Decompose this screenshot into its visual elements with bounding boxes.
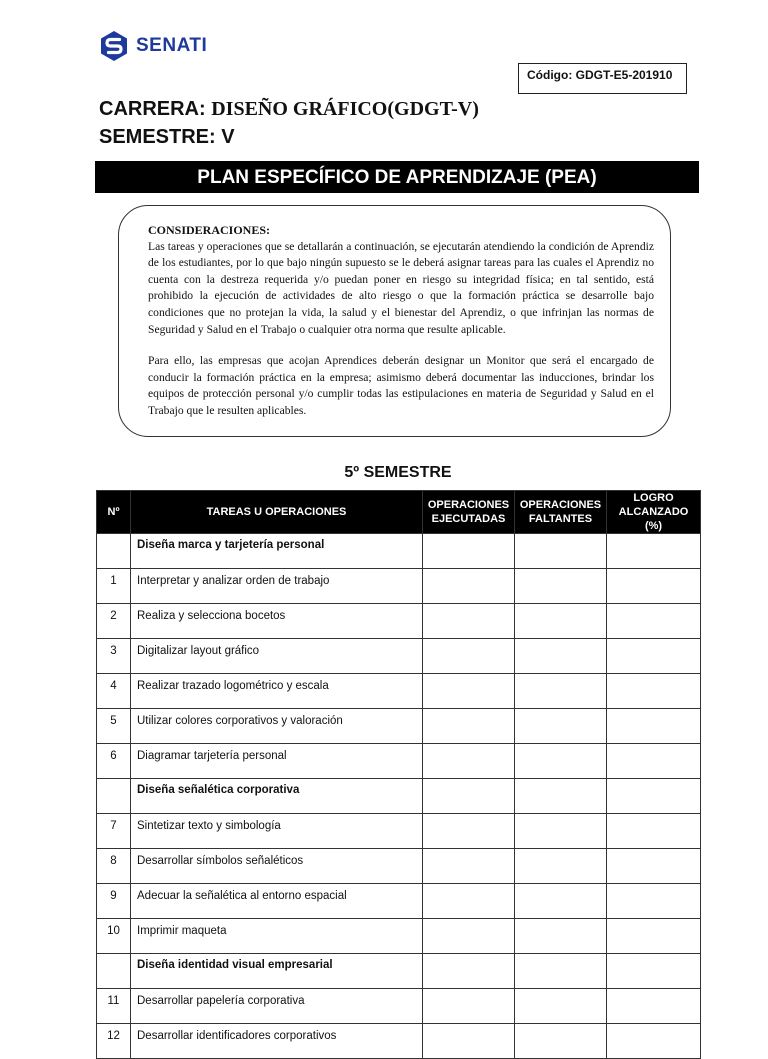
row-missing-cell (515, 954, 607, 989)
considerations-paragraph-1: Las tareas y operaciones que se detallarán a continuación, se ejecutarán atendiendo la condición de Aprendiz de los estudiantes, por lo que bajo ningún supuesto se le deberá asignar tareas para las cuales el Aprendiz no cuenta con la destreza requerida y/o puedan poner en riesgo su integridad física; en tal sentido, está prohibido la ejecución de actividades de alto riesgo o que la formación práctica se desarrolle bajo condiciones que no protejan la vida, la salud y el bienestar del Aprendiz, o que infrinjan las normas de Seguridad y Salud en el Trabajo o cualquier otra norma que resulte aplicable. (148, 239, 654, 336)
table-header-row (97, 491, 701, 534)
row-number: 1 (97, 569, 131, 604)
row-achievement-cell (607, 814, 701, 849)
row-achievement-cell (607, 1024, 701, 1059)
row-task: Utilizar colores corporativos y valoración (131, 709, 423, 744)
row-missing-cell (515, 989, 607, 1024)
document-code: Código: GDGT-E5-201910 (518, 63, 687, 94)
semester-value: V (221, 126, 235, 148)
row-number (97, 779, 131, 814)
considerations-box (118, 205, 671, 437)
row-missing-cell (515, 779, 607, 814)
header-tasks: TAREAS U OPERACIONES (131, 491, 423, 534)
row-executed-cell (423, 814, 515, 849)
row-achievement-cell (607, 639, 701, 674)
row-executed-cell (423, 849, 515, 884)
considerations-paragraph-2: Para ello, las empresas que acojan Aprendices deberán designar un Monitor que será el encargado de conducir la formación práctica en la empresa; asimismo deberá documentar las inducciones, brindar los equipos de protección personal y/o cumplir todas las estipulaciones en materia de Seguridad y Salud en el Trabajo que le resulten aplicables. (148, 354, 654, 417)
row-task: Realiza y selecciona bocetos (131, 604, 423, 639)
table-row (97, 989, 701, 1024)
table-row (97, 674, 701, 709)
table-group-row (97, 954, 701, 989)
row-executed-cell (423, 744, 515, 779)
table-row (97, 569, 701, 604)
row-missing-cell (515, 744, 607, 779)
row-number: 12 (97, 1024, 131, 1059)
row-number: 6 (97, 744, 131, 779)
career-label: CARRERA: (99, 98, 206, 120)
row-task: Digitalizar layout gráfico (131, 639, 423, 674)
row-number: 2 (97, 604, 131, 639)
senati-logo (98, 30, 207, 62)
row-achievement-cell (607, 604, 701, 639)
row-executed-cell (423, 569, 515, 604)
row-achievement-cell (607, 954, 701, 989)
row-executed-cell (423, 779, 515, 814)
header-achievement: LOGRO ALCANZADO (%) (607, 491, 701, 534)
table-row (97, 919, 701, 954)
row-task: Diseña identidad visual empresarial (131, 954, 423, 989)
row-missing-cell (515, 884, 607, 919)
row-executed-cell (423, 639, 515, 674)
row-missing-cell (515, 1024, 607, 1059)
row-achievement-cell (607, 674, 701, 709)
career-line (99, 98, 479, 121)
row-task: Diagramar tarjetería personal (131, 744, 423, 779)
row-executed-cell (423, 1024, 515, 1059)
semester-label: SEMESTRE: (99, 126, 216, 148)
row-number: 7 (97, 814, 131, 849)
row-number (97, 534, 131, 569)
row-task: Interpretar y analizar orden de trabajo (131, 569, 423, 604)
row-task: Imprimir maqueta (131, 919, 423, 954)
header-missing: OPERACIONES FALTANTES (515, 491, 607, 534)
row-task: Realizar trazado logométrico y escala (131, 674, 423, 709)
row-missing-cell (515, 814, 607, 849)
semester-title: 5º SEMESTRE (344, 464, 452, 481)
row-missing-cell (515, 569, 607, 604)
table-row (97, 639, 701, 674)
row-task: Desarrollar identificadores corporativos (131, 1024, 423, 1059)
table-group-row (97, 779, 701, 814)
row-missing-cell (515, 604, 607, 639)
row-task: Desarrollar papelería corporativa (131, 989, 423, 1024)
semester-line (99, 126, 235, 149)
row-achievement-cell (607, 884, 701, 919)
row-number: 5 (97, 709, 131, 744)
row-task: Diseña marca y tarjetería personal (131, 534, 423, 569)
row-achievement-cell (607, 779, 701, 814)
row-executed-cell (423, 989, 515, 1024)
row-achievement-cell (607, 569, 701, 604)
row-number: 8 (97, 849, 131, 884)
row-executed-cell (423, 954, 515, 989)
table-row (97, 604, 701, 639)
row-achievement-cell (607, 709, 701, 744)
row-missing-cell (515, 709, 607, 744)
table-body (97, 534, 701, 1059)
table-group-row (97, 534, 701, 569)
table-row (97, 884, 701, 919)
row-achievement-cell (607, 849, 701, 884)
senati-logo-icon (98, 30, 130, 62)
row-executed-cell (423, 884, 515, 919)
row-executed-cell (423, 604, 515, 639)
table-row (97, 709, 701, 744)
row-number: 3 (97, 639, 131, 674)
row-achievement-cell (607, 744, 701, 779)
row-executed-cell (423, 709, 515, 744)
row-missing-cell (515, 639, 607, 674)
row-task: Sintetizar texto y simbología (131, 814, 423, 849)
row-missing-cell (515, 534, 607, 569)
table-row (97, 1024, 701, 1059)
considerations-title: CONSIDERACIONES: (148, 223, 271, 237)
row-executed-cell (423, 534, 515, 569)
header-executed: OPERACIONES EJECUTADAS (423, 491, 515, 534)
row-achievement-cell (607, 919, 701, 954)
header-num: Nº (97, 491, 131, 534)
row-task: Diseña señalética corporativa (131, 779, 423, 814)
table-row (97, 849, 701, 884)
tasks-table (96, 490, 701, 1059)
logo-text: SENATI (136, 35, 208, 56)
row-missing-cell (515, 919, 607, 954)
row-achievement-cell (607, 989, 701, 1024)
page-title-banner: PLAN ESPECÍFICO DE APRENDIZAJE (PEA) (95, 161, 699, 193)
row-number: 4 (97, 674, 131, 709)
row-task: Adecuar la señalética al entorno espacial (131, 884, 423, 919)
row-executed-cell (423, 919, 515, 954)
row-number (97, 954, 131, 989)
row-missing-cell (515, 674, 607, 709)
row-number: 10 (97, 919, 131, 954)
row-number: 9 (97, 884, 131, 919)
row-executed-cell (423, 674, 515, 709)
table-row (97, 814, 701, 849)
row-number: 11 (97, 989, 131, 1024)
row-task: Desarrollar símbolos señaléticos (131, 849, 423, 884)
row-missing-cell (515, 849, 607, 884)
career-value: DISEÑO GRÁFICO(GDGT-V) (211, 98, 479, 120)
row-achievement-cell (607, 534, 701, 569)
table-row (97, 744, 701, 779)
